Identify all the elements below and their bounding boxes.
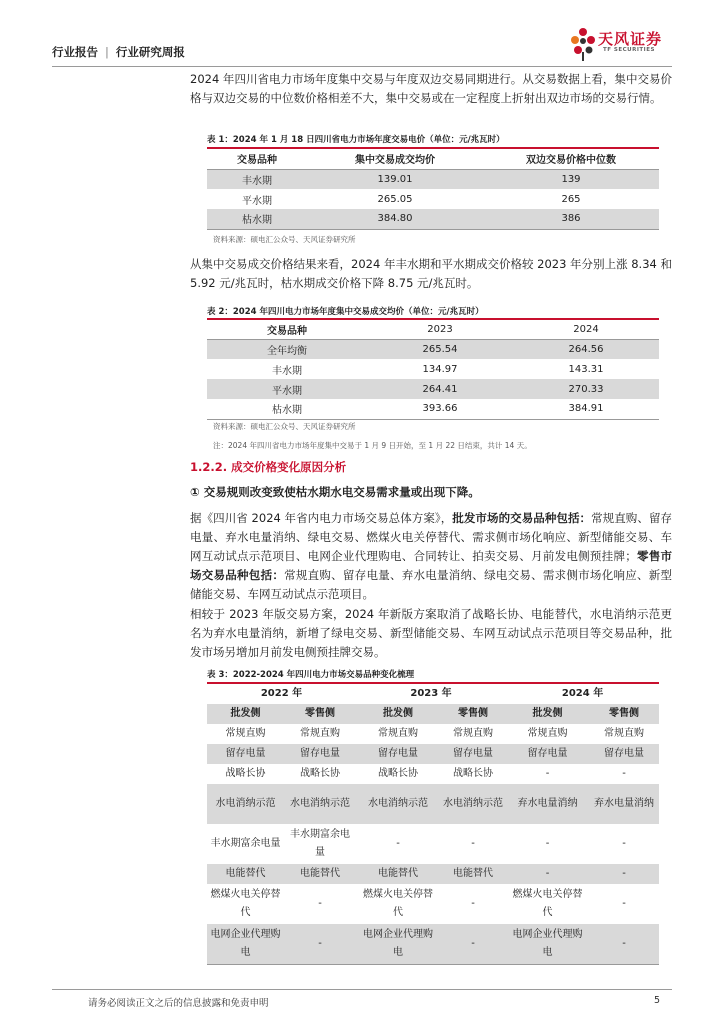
table-cell: - bbox=[396, 838, 400, 849]
table-cell: 平水期 bbox=[207, 379, 367, 399]
table-cell: 电能替代 bbox=[356, 864, 440, 884]
table-cell: 电网企业代理购电 bbox=[207, 924, 284, 964]
table-cell: 139 bbox=[483, 169, 659, 189]
table-header-row bbox=[207, 319, 659, 339]
table-cell: 留存电量 bbox=[207, 744, 284, 764]
table-row bbox=[207, 379, 659, 399]
table-cell: - bbox=[545, 838, 550, 849]
table-cell: 留存电量 bbox=[506, 744, 589, 764]
table-header-cell: 2024 年 bbox=[561, 688, 604, 699]
table-cell: 弃水电量消纳 bbox=[506, 784, 589, 824]
table-cell: - bbox=[440, 924, 506, 964]
table-cell: - bbox=[589, 924, 659, 964]
table-row bbox=[207, 339, 659, 359]
table-header-row bbox=[207, 704, 659, 724]
table-cell: 常规直购 bbox=[300, 728, 340, 739]
table-cell: - bbox=[589, 864, 659, 884]
table-cell: 水电消纳示范 bbox=[284, 784, 356, 824]
table-cell: 265.54 bbox=[367, 339, 513, 359]
table-cell: 燃煤火电关停替代 bbox=[210, 889, 281, 918]
table-cell: 电能替代 bbox=[284, 864, 356, 884]
logo-english-name: TF SECURITIES bbox=[603, 47, 655, 53]
table1 bbox=[207, 147, 659, 230]
table-header-cell: 交易品种 bbox=[237, 155, 277, 167]
table-cell: - bbox=[318, 898, 322, 909]
table2 bbox=[207, 318, 659, 420]
table-cell: 全年均衡 bbox=[207, 339, 367, 359]
breadcrumb-report-type: 行业报告 bbox=[52, 45, 98, 59]
table-header-row bbox=[207, 683, 659, 704]
table-cell: 水电消纳示范 bbox=[356, 784, 440, 824]
table-header-cell: 批发侧 bbox=[356, 704, 440, 724]
table-cell: 留存电量 bbox=[440, 744, 506, 764]
table-cell: 常规直购 bbox=[453, 728, 494, 739]
table-cell: 战略长协 bbox=[225, 768, 266, 779]
table-cell: 战略长协 bbox=[378, 768, 419, 779]
table-row bbox=[207, 744, 659, 764]
table-row bbox=[207, 169, 659, 189]
paragraph-text: 据《四川省 2024 年省内电力市场交易总体方案》， bbox=[190, 511, 453, 525]
table-cell: 枯水期 bbox=[272, 405, 302, 417]
table-header-cell: 批发侧 bbox=[207, 704, 284, 724]
table2-caption: 表 2：2024 年四川电力市场年度集中交易成交均价（单位：元/兆瓦时） bbox=[207, 307, 484, 317]
breadcrumb-report-category: 行业研究周报 bbox=[115, 45, 185, 59]
table3 bbox=[207, 682, 659, 965]
paragraph-bold-text: 批发市场的交易品种包括： bbox=[452, 511, 592, 525]
table-cell: 139.01 bbox=[307, 169, 483, 189]
table-header-row bbox=[207, 148, 659, 169]
table-row bbox=[207, 724, 659, 744]
flower-logo-icon bbox=[570, 26, 596, 62]
table-cell: 常规直购 bbox=[604, 728, 645, 739]
table-cell: 燃煤火电关停替代 bbox=[363, 889, 434, 918]
table-cell: 平水期 bbox=[242, 195, 272, 207]
table-cell: 电能替代 bbox=[207, 864, 284, 884]
table-cell: 265.05 bbox=[377, 193, 413, 205]
table-cell: 留存电量 bbox=[284, 744, 356, 764]
table-cell: 丰水期富余电量 bbox=[210, 838, 281, 849]
table-header-cell: 双边交易价格中位数 bbox=[526, 155, 616, 167]
subsection-title: ① 交易规则改变致使枯水期水电交易需求量或出现下降。 bbox=[190, 485, 480, 499]
paragraph-intro: 2024 年四川省电力市场年度集中交易与年度双边交易同期进行。从交易数据上看，集中交易价格与双边交易的中位数价格相差不大，集中交易或在一定程度上折射出双边市场的交易行情。 bbox=[190, 72, 672, 105]
table3-caption: 表 3：2022-2024 年四川电力市场交易品种变化梳理 bbox=[207, 670, 415, 680]
paragraph-text: 常规直购、留存电量、弃水电量消纳、绿电交易、需求侧市场化响应、新型储能交易、车网互动试点示范项目。 bbox=[190, 568, 673, 601]
table-header-cell: 2022 年 bbox=[260, 688, 303, 699]
footer-divider bbox=[52, 989, 672, 990]
table-cell: 384.91 bbox=[568, 403, 604, 415]
table-row bbox=[207, 764, 659, 784]
table-cell: 燃煤火电关停替代 bbox=[512, 889, 583, 918]
table-header-cell: 2023 bbox=[427, 323, 453, 335]
table-cell: 弃水电量消纳 bbox=[589, 784, 659, 824]
header-divider bbox=[52, 66, 672, 67]
table2-source: 资料来源：硕电汇公众号、天风证券研究所 bbox=[213, 422, 356, 431]
table-cell: 143.31 bbox=[568, 363, 604, 375]
table-cell: 战略长协 bbox=[453, 768, 494, 779]
table-header-cell: 集中交易成交均价 bbox=[355, 155, 435, 167]
table-cell: 265 bbox=[561, 193, 581, 205]
table-cell: - bbox=[622, 898, 626, 909]
table-cell: 264.41 bbox=[367, 379, 513, 399]
table-cell: - bbox=[506, 864, 589, 884]
table-cell: 264.56 bbox=[513, 339, 659, 359]
disclaimer-text: 请务必阅读正文之后的信息披露和免责申明 bbox=[88, 998, 269, 1009]
table-row bbox=[207, 209, 659, 229]
table1-caption: 表 1：2024 年 1 月 18 日四川省电力市场年度交易电价（单位：元/兆瓦时） bbox=[207, 135, 505, 145]
table-cell: 386 bbox=[483, 209, 659, 229]
paragraph-bold-text: 零售市场交易品种包括： bbox=[190, 549, 673, 582]
table-row bbox=[207, 864, 659, 884]
table-cell: - bbox=[471, 898, 475, 909]
table-cell: 水电消纳示范 bbox=[207, 784, 284, 824]
page-header bbox=[52, 30, 672, 64]
paragraph-text: 常规直购、留存电量、弃水电量消纳、绿电交易、燃煤火电关停替代、需求侧市场化响应、新型储能交易、车网互动试点示范项目、电网企业代理购电、合同转让、拍卖交易、月前发电侧预挂牌； bbox=[190, 511, 673, 563]
table-row bbox=[207, 824, 659, 864]
table-header-cell: 零售侧 bbox=[440, 704, 506, 724]
company-logo bbox=[560, 26, 670, 66]
table-header-cell: 零售侧 bbox=[589, 704, 659, 724]
table-row bbox=[207, 784, 659, 824]
table-cell: 393.66 bbox=[422, 403, 458, 415]
table-cell: - bbox=[622, 838, 626, 849]
table2-note: 注：2024 年四川省电力市场年度集中交易于 1 月 9 日开始，至 1 月 22 日结束，共计 14 天。 bbox=[213, 441, 532, 450]
table-cell: 留存电量 bbox=[356, 744, 440, 764]
table-cell: - bbox=[622, 768, 626, 779]
table-row bbox=[207, 924, 659, 964]
table-header-cell: 2024 bbox=[573, 323, 599, 335]
table-cell: 常规直购 bbox=[225, 728, 266, 739]
table-cell: 电网企业代理购电 bbox=[506, 924, 589, 964]
table-row bbox=[207, 399, 659, 419]
table-cell: 战略长协 bbox=[300, 768, 340, 779]
table-header-cell: 2023 年 bbox=[410, 688, 452, 699]
table-cell: 留存电量 bbox=[589, 744, 659, 764]
table-header-cell: 交易品种 bbox=[267, 325, 307, 337]
table-cell: 常规直购 bbox=[378, 728, 419, 739]
table-cell: 134.97 bbox=[422, 363, 458, 375]
paragraph-price-change: 从集中交易成交价格结果来看，2024 年丰水期和平水期成交价格较 2023 年分别上涨 8.34 和 5.92 元/兆瓦时，枯水期成交价格下降 8.75 元/兆瓦时。 bbox=[190, 257, 672, 290]
table-header-cell: 批发侧 bbox=[506, 704, 589, 724]
table-cell: 电能替代 bbox=[440, 864, 506, 884]
page-number: 5 bbox=[654, 995, 661, 1006]
table-cell: 丰水期 bbox=[207, 169, 307, 189]
table1-source: 资料来源：硕电汇公众号、天风证券研究所 bbox=[213, 235, 356, 244]
table-row bbox=[207, 884, 659, 924]
table-cell: 电网企业代理购电 bbox=[356, 924, 440, 964]
table-cell: 丰水期富余电量 bbox=[290, 829, 350, 858]
table-header-cell: 零售侧 bbox=[284, 704, 356, 724]
table-cell: 丰水期 bbox=[272, 365, 302, 377]
table-row bbox=[207, 359, 659, 379]
table-row bbox=[207, 189, 659, 209]
table-cell: 常规直购 bbox=[527, 728, 568, 739]
table-cell: 384.80 bbox=[307, 209, 483, 229]
table-cell: 枯水期 bbox=[207, 209, 307, 229]
table-cell: - bbox=[284, 924, 356, 964]
paragraph-plan-comparison: 相较于 2023 年版交易方案，2024 年新版方案取消了战略长协、电能替代，水电消纳示范更名为弃水电量消纳，新增了绿电交易、新型储能交易、车网互动试点示范项目等交易品种，批发市场另增加月前发电侧预挂牌交易。 bbox=[190, 607, 672, 659]
section-title: 1.2.2. 成交价格变化原因分析 bbox=[190, 460, 347, 474]
logo-chinese-name: 天风证券 bbox=[598, 30, 663, 48]
table-cell: - bbox=[545, 768, 550, 779]
table-cell: 270.33 bbox=[513, 379, 659, 399]
table-cell: - bbox=[471, 838, 475, 849]
breadcrumb bbox=[52, 44, 185, 60]
table-cell: 水电消纳示范 bbox=[440, 784, 506, 824]
paragraph-trading-products bbox=[190, 509, 672, 604]
breadcrumb-separator: | bbox=[105, 45, 109, 59]
